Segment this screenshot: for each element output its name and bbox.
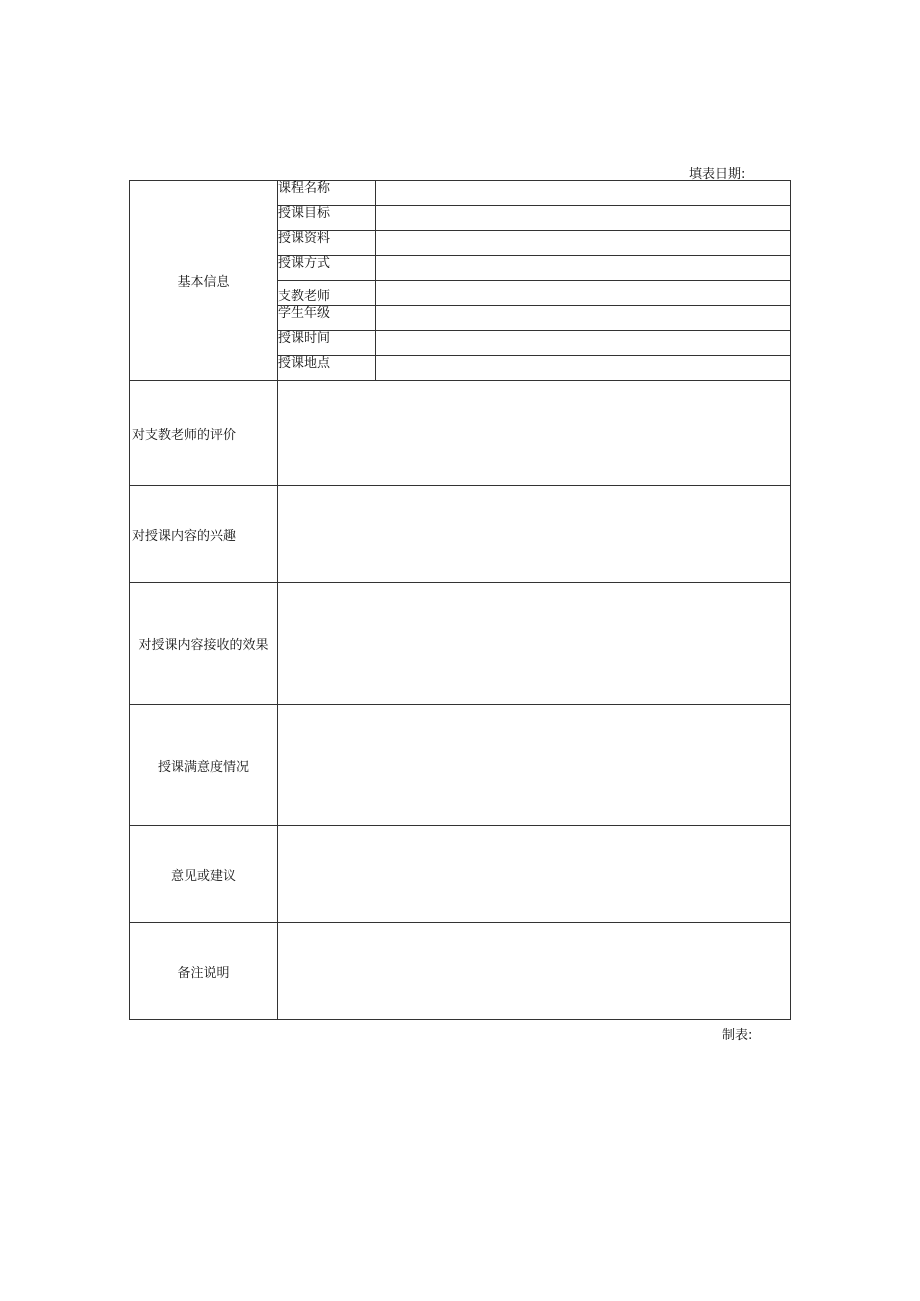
section-row-content-reception: [130, 583, 791, 705]
teaching-goal-field[interactable]: [376, 206, 791, 231]
content-interest-field[interactable]: [278, 486, 791, 583]
suggestions-label: 意见或建议: [130, 826, 278, 923]
content-reception-field[interactable]: [278, 583, 791, 705]
teaching-evaluation-form: [129, 180, 791, 1020]
teaching-method-field[interactable]: [376, 256, 791, 281]
section-row-suggestions: [130, 826, 791, 923]
section-row-teacher-evaluation: [130, 381, 791, 486]
course-name-label: 课程名称: [278, 181, 376, 206]
teaching-materials-field[interactable]: [376, 231, 791, 256]
basic-info-label: 基本信息: [130, 181, 278, 381]
basic-info-row-course-name: [130, 181, 791, 206]
student-grade-label: 学生年级: [278, 306, 376, 331]
content-interest-label: 对授课内容的兴趣: [130, 486, 278, 583]
section-row-content-interest: [130, 486, 791, 583]
satisfaction-label: 授课满意度情况: [130, 705, 278, 826]
fill-date-label: 填表日期:: [689, 167, 746, 182]
maker-label: 制表:: [722, 1028, 753, 1043]
teaching-time-field[interactable]: [376, 331, 791, 356]
course-name-field[interactable]: [376, 181, 791, 206]
teaching-location-label: 授课地点: [278, 356, 376, 381]
remarks-field[interactable]: [278, 923, 791, 1020]
teaching-method-label: 授课方式: [278, 256, 376, 281]
teaching-location-field[interactable]: [376, 356, 791, 381]
section-row-satisfaction: [130, 705, 791, 826]
teacher-evaluation-field[interactable]: [278, 381, 791, 486]
section-row-remarks: [130, 923, 791, 1020]
satisfaction-field[interactable]: [278, 705, 791, 826]
volunteer-teacher-field[interactable]: [376, 281, 791, 306]
teaching-goal-label: 授课目标: [278, 206, 376, 231]
content-reception-label: 对授课内容接收的效果: [130, 583, 278, 705]
remarks-label: 备注说明: [130, 923, 278, 1020]
student-grade-field[interactable]: [376, 306, 791, 331]
teacher-evaluation-label: 对支教老师的评价: [130, 381, 278, 486]
teaching-materials-label: 授课资料: [278, 231, 376, 256]
suggestions-field[interactable]: [278, 826, 791, 923]
teaching-time-label: 授课时间: [278, 331, 376, 356]
volunteer-teacher-label: 支教老师: [278, 281, 376, 306]
